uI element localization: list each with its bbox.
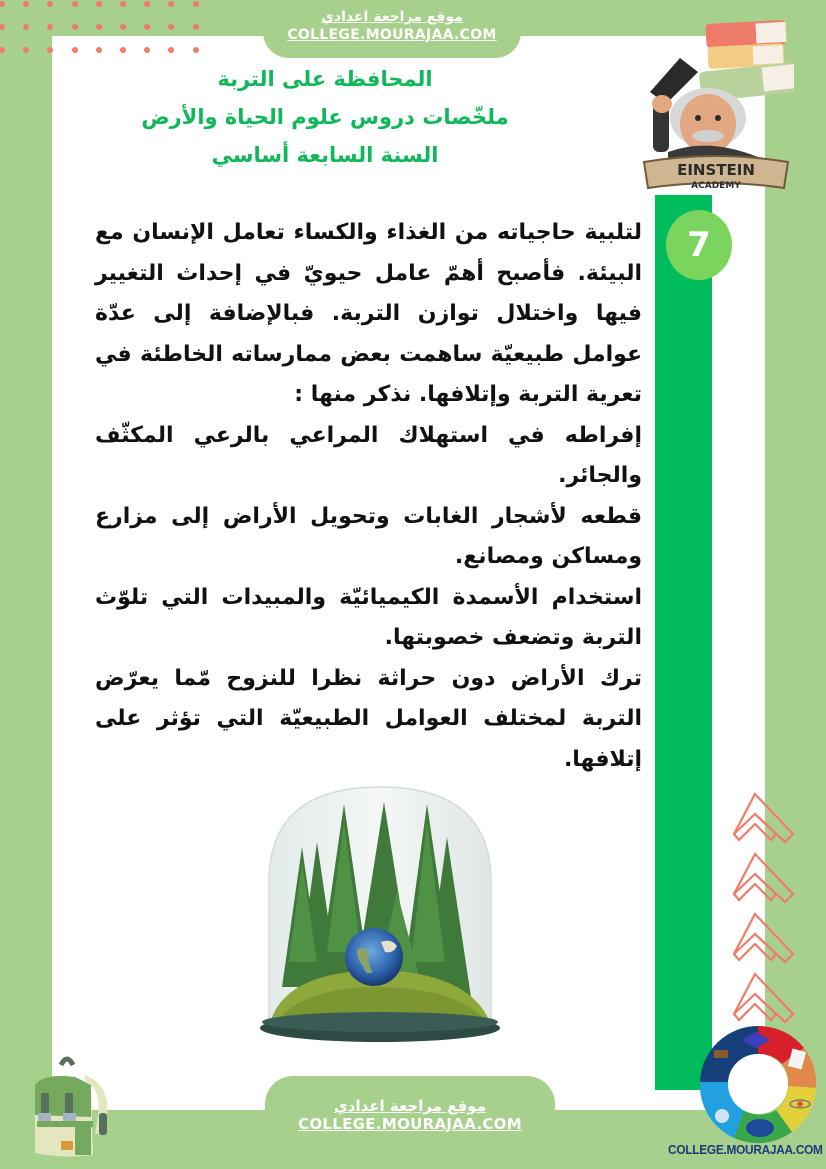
side-accent-bar (655, 195, 712, 1090)
footer-site-url[interactable]: COLLEGE.MOURAJAA.COM (298, 1115, 522, 1133)
list-item: استخدام الأسمدة الكيميائيّة والمبيدات التي تلوّث التربة وتضعف خصوبتها. (95, 584, 642, 650)
college-mourajaa-logo-icon (694, 1020, 822, 1148)
footer-site-link[interactable] (265, 1076, 555, 1169)
forest-globe-dome-illustration (257, 782, 503, 1052)
list-item: قطعه لأشجار الغابات وتحويل الأراض إلى مزارع ومساكن ومصانع. (95, 503, 642, 569)
list-item: إفراطه في استهلاك المراعي بالرعي المكثّف والجائر. (95, 422, 642, 488)
logo-site-url[interactable]: COLLEGE.MOURAJAA.COM (668, 1143, 823, 1157)
svg-text:ACADEMY: ACADEMY (691, 181, 741, 191)
page-number-badge: 7 (666, 210, 732, 280)
title-topic: المحافظة على التربة (217, 67, 433, 91)
chevron-up-decoration-icon (733, 790, 826, 1040)
svg-text:EINSTEIN: EINSTEIN (677, 161, 755, 179)
backpack-icon (15, 1055, 115, 1160)
header-site-name[interactable]: موقع مراجعة اعدادي (321, 9, 463, 25)
header-site-link[interactable] (263, 0, 521, 58)
footer-site-name[interactable]: موقع مراجعة اعدادي (334, 1097, 486, 1115)
intro-paragraph: لتلبية حاجياته من الغذاء والكساء تعامل الإنسان مع البيئة. فأصبح أهمّ عامل حيويّ في إحداث التغيير فيها واختلال توازن التربة. فبالإضافة إلى عدّة عوامل طبيعيّة ساهمت بعض ممارساته الخاطئة في تعرية التربة وإتلافها. نذكر منها : (95, 220, 642, 407)
page-title (100, 60, 550, 174)
title-subject: ملخّصات دروس علوم الحياة والأرض (141, 105, 509, 129)
einstein-academy-mascot-icon (638, 12, 794, 196)
title-grade: السنة السابعة أساسي (211, 143, 439, 167)
decorative-dots (0, 0, 200, 60)
lesson-body (95, 213, 642, 780)
list-item: ترك الأراض دون حراثة نظرا للنزوح مّما يعرّض التربة لمختلف العوامل الطبيعيّة التي تؤثر على إتلافها. (95, 665, 642, 772)
header-site-url[interactable]: COLLEGE.MOURAJAA.COM (287, 27, 497, 43)
